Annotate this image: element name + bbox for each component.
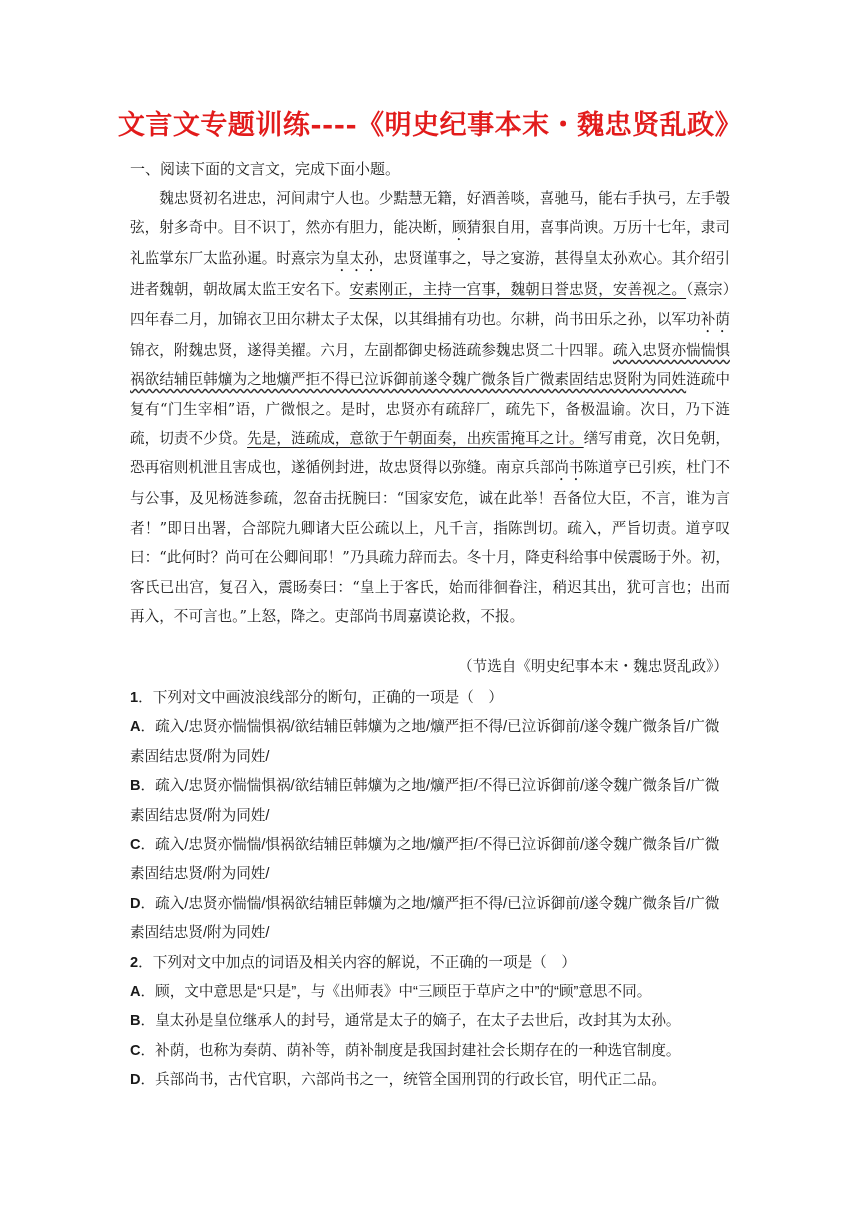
option-text: ．皇太孙是皇位继承人的封号，通常是太子的嫡子，在太子去世后，改封其为太孙。 (140, 1013, 681, 1030)
passage-text: 猜狠自用，喜事尚谀。万历十七年，隶司礼监掌东厂太监孙暹。时熹宗为 (130, 219, 730, 268)
option-label: A (130, 719, 141, 736)
question-1-stem (130, 684, 730, 713)
underlined-sentence: 安素刚正，主持一宫事，魏朝日誉忠贤，安善视之。 (349, 281, 687, 299)
question-2-option-c[interactable] (130, 1037, 730, 1066)
option-label: D (130, 895, 141, 912)
option-label: B (130, 1013, 141, 1030)
option-label: C (130, 837, 141, 854)
option-label: B (130, 778, 141, 795)
passage-text: 陈道亨已引疾，杜门不与公事，及见杨涟参疏，忽奋击抚腕曰：“国家安危，诚在此举！吾备位大臣，不言，谁为言者！”即日出署，合部院九卿诸大臣公疏以上，凡千言，指陈剀切。疏入，严旨切责。道亨叹曰：“此何时？尚可在公卿间耶！”乃具疏力辞而去。冬十月，降吏科给事中侯震旸于外。初，客氏已出宫，复召入，震旸奏曰：“皇上于客氏，始而徘徊眷注，稍迟其出，犹可言也；出而再入，不可言也。”上怒，降之。吏部尚书周嘉谟论救，不报。 (130, 459, 730, 626)
option-text: ．兵部尚书，古代官职，六部尚书之一，统管全国刑罚的行政长官，明代正二品。 (140, 1072, 666, 1089)
question-text: ．下列对文中画波浪线部分的断句，正确的一项是（ ） (138, 690, 503, 706)
option-text: ．顾，文中意思是“只是”，与《出师表》中“三顾臣于草庐之中”的“顾”意思不同。 (140, 984, 652, 1001)
option-text: ．疏入/忠贤亦惴惴惧祸/欲结辅臣韩爌为之地/爌严拒不得/已泣诉御前/遂令魏广微条旨/广微素固结忠贤/附为同姓/ (130, 719, 720, 765)
questions (130, 684, 730, 1096)
question-2-option-d[interactable] (130, 1066, 730, 1095)
source-citation: （节选自《明史纪事本末・魏忠贤乱政》） (458, 658, 728, 675)
question-1-option-d[interactable] (130, 890, 730, 949)
question-1-option-b[interactable] (130, 772, 730, 831)
passage-text: 涟疏中复有“门生宰相”语，广微恨之。是时，忠贤亦有疏辞厂，疏先下，备极温谕。次日，乃下涟疏，切责不少贷。 (130, 371, 730, 448)
option-text: ．疏入/忠贤亦惴惴惧祸/欲结辅臣韩爌为之地/爌严拒/不得已泣诉御前/遂令魏广微条旨/广微素固结忠贤/附为同姓/ (130, 778, 720, 824)
option-label: A (130, 984, 141, 1001)
question-number: 2 (130, 954, 139, 971)
question-text: ．下列对文中加点的词语及相关内容的解说，不正确的一项是（ ） (138, 954, 576, 971)
dotted-word: 补荫 (700, 310, 730, 328)
dotted-word: 皇太孙 (334, 250, 379, 268)
question-2-option-b[interactable] (130, 1007, 730, 1036)
dotted-word: 尚书 (554, 459, 584, 477)
option-text: ．疏入/忠贤亦惴惴/惧祸欲结辅臣韩爌为之地/爌严拒/不得已泣诉御前/遂令魏广微条旨/广微素固结忠贤/附为同姓/ (130, 837, 720, 883)
question-1-option-a[interactable] (130, 713, 730, 772)
option-label: D (130, 1072, 141, 1089)
question-2-stem (130, 949, 730, 978)
option-text: ．补荫，也称为奏荫、荫补等，荫补制度是我国封建社会长期存在的一种选官制度。 (140, 1042, 681, 1059)
question-number: 1 (130, 690, 139, 706)
wavy-underlined-sentence: 疏入忠贤亦惴惴惧祸欲结辅臣韩爌为之地爌严拒不得已泣诉御前遂令魏广微条旨广微素固结忠贤附为同姓 (130, 341, 730, 389)
dotted-word: 顾 (451, 219, 467, 237)
instruction-text: 一、阅读下面的文言文，完成下面小题。 (130, 160, 401, 178)
passage-text: （熹宗）四年春二月，加锦衣卫田尔耕太子太保，以其缉捕有功也。尔耕，尚书田乐之孙，以军功 (130, 281, 730, 328)
passage-text: 魏忠贤初名进忠，河间肃宁人也。少黠慧无籍，好酒善啖，喜驰马，能右手执弓，左手彀弦，射多奇中。目不识丁，然亦有胆力，能决断， (130, 190, 730, 237)
classical-passage (130, 184, 730, 631)
question-2-option-a[interactable] (130, 978, 730, 1007)
passage-text: 锦衣，附魏忠贤，遂得美擢。六月，左副都御史杨涟疏参魏忠贤二十四罪。 (130, 341, 613, 359)
question-1-option-c[interactable] (130, 831, 730, 890)
option-text: ．疏入/忠贤亦惴惴/惧祸欲结辅臣韩爌为之地/爌严拒不得/已泣诉御前/遂令魏广微条旨/广微素固结忠贤/附为同姓/ (130, 895, 720, 942)
passage-paragraph (130, 184, 730, 631)
option-label: C (130, 1042, 141, 1059)
document-title: 文言文专题训练----《明史纪事本末・魏忠贤乱政》 (117, 110, 743, 141)
underlined-sentence: 先是，涟疏成，意欲于午朝面奏，出疾雷掩耳之计。 (247, 430, 584, 448)
passage-text: 缮写甫竟，次日免朝，恐再宿则机泄且害成也，遂循例封进，故忠贤得以弥缝。南京兵部 (130, 430, 730, 477)
passage-text: ，忠贤谨事之，导之宴游，甚得皇太孙欢心。其介绍引进者魏朝，朝故属太监王安名下。 (130, 250, 730, 299)
